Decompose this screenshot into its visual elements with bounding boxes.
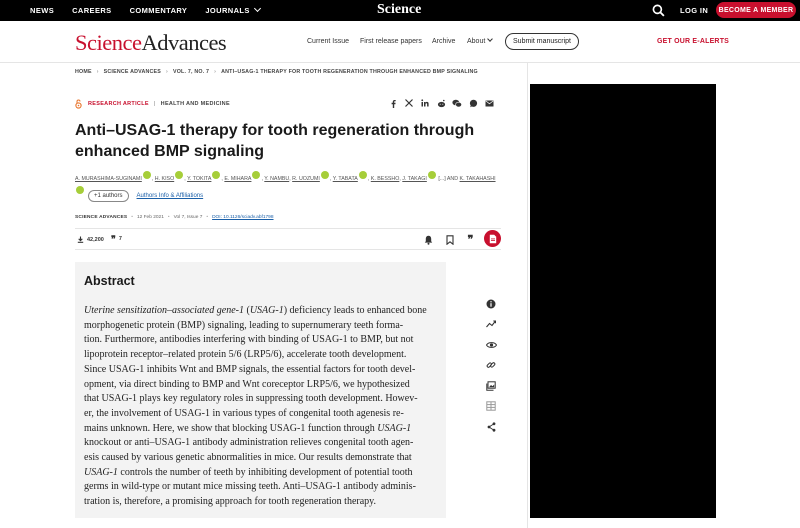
linkedin-icon[interactable] <box>420 98 430 108</box>
orcid-icon[interactable] <box>175 171 183 179</box>
search-icon[interactable] <box>652 4 665 17</box>
link-icon[interactable] <box>485 360 497 371</box>
media-icon[interactable] <box>485 380 497 391</box>
journal-name: SCIENCE ADVANCES <box>75 215 128 220</box>
publication-info <box>75 215 274 220</box>
author-link[interactable]: Y. NAMBU <box>264 176 290 182</box>
abstract-line: USAG-1 controls the number of teeth by inhibiting development of potential tooth <box>84 466 413 478</box>
author-link[interactable]: H. KISO <box>154 176 175 182</box>
column-divider <box>527 63 528 528</box>
nav-archive[interactable]: Archive <box>432 38 456 45</box>
cite-icon[interactable]: ❞ <box>467 233 474 246</box>
table-icon[interactable] <box>485 401 497 412</box>
authors-and: AND <box>446 176 459 182</box>
pdf-button[interactable] <box>484 230 501 247</box>
article-type: RESEARCH ARTICLE <box>88 101 149 107</box>
abstract-line: tration is, therefore, a promising approach for tooth regeneration therapy. <box>84 496 377 508</box>
author-link[interactable]: E. MIHARA <box>224 176 252 182</box>
orcid-icon[interactable] <box>252 171 260 179</box>
facebook-icon[interactable] <box>388 98 398 108</box>
nav-commentary[interactable]: COMMENTARY <box>129 6 188 15</box>
abstract-line: opment, via direct binding to BMP and Wnt coreceptor LRP5/6, we hypothesized <box>84 378 410 390</box>
orcid-icon[interactable] <box>212 171 220 179</box>
chevron-right-icon: › <box>214 69 217 75</box>
breadcrumb-home[interactable]: HOME <box>75 69 92 75</box>
bookmark-icon[interactable] <box>444 234 455 245</box>
orcid-icon[interactable] <box>321 171 329 179</box>
orcid-icon[interactable] <box>359 171 367 179</box>
nav-careers[interactable]: CAREERS <box>72 6 112 15</box>
orcid-icon[interactable] <box>76 186 84 194</box>
authors-ellipsis[interactable]: [...] <box>438 176 446 182</box>
abstract-line: that USAG-1 plays key regulatory roles in suppressing tooth development. Howev- <box>84 393 418 405</box>
abstract-line: knockout or anti–USAG-1 antibody administration relieves congenital tooth agen- <box>84 437 414 449</box>
top-nav <box>30 0 260 21</box>
journal-header <box>0 21 800 63</box>
share-bar <box>388 98 494 108</box>
abstract-line: germs in wild-type or mutant mice missing teeth. Anti–USAG-1 antibody adminis- <box>84 481 416 493</box>
quote-icon: ❞ <box>111 234 116 244</box>
orcid-icon[interactable] <box>428 171 436 179</box>
open-access-icon <box>75 99 82 109</box>
whatsapp-icon[interactable] <box>468 98 478 108</box>
chevron-down-icon <box>487 36 493 42</box>
nav-first-release[interactable]: First release papers <box>360 38 422 45</box>
abstract-line: morphogenetic protein (BMP) signaling, leading to supernumerary teeth forma- <box>84 319 404 331</box>
author-list: A. MURASHIMA-SUGINAMI , H. KISO , Y. TOKITA , E. MIHARA , Y. NAMBU, R. UOZUMI , Y. TABATA , K. BESSHO, J. TAKAGI [...] AND K. TAKAHASHI <box>75 171 505 201</box>
article-type-line <box>88 101 230 107</box>
science-logo[interactable]: Science <box>377 2 422 17</box>
nav-about[interactable] <box>467 38 492 45</box>
author-link[interactable]: R. UOZUMI <box>292 176 320 182</box>
separator: • <box>206 215 209 220</box>
author-link[interactable]: J. TAKAGI <box>402 176 427 182</box>
abstract-section <box>75 262 446 518</box>
submit-manuscript-button[interactable]: Submit manuscript <box>505 33 579 50</box>
downloads-count: 42,200 <box>87 236 104 243</box>
wechat-icon[interactable] <box>452 98 462 108</box>
more-authors-button[interactable]: +1 authors <box>88 190 129 202</box>
nav-news[interactable]: NEWS <box>30 6 55 15</box>
separator: | <box>153 101 156 107</box>
author-link[interactable]: Y. TOKITA <box>187 176 212 182</box>
share-icon[interactable] <box>485 421 497 432</box>
metrics-icon[interactable] <box>485 319 497 330</box>
advertisement-panel[interactable] <box>530 84 716 518</box>
reddit-icon[interactable] <box>436 98 446 108</box>
nav-about-label: About <box>467 38 486 45</box>
brand-part1: Science <box>75 30 142 55</box>
article-subject[interactable]: HEALTH AND MEDICINE <box>160 101 230 107</box>
doi-link[interactable]: DOI: 10.1126/sciadv.abf1798 <box>212 215 274 220</box>
login-link[interactable]: LOG IN <box>680 6 709 15</box>
authors-info-link[interactable]: Authors Info & Affiliations <box>136 193 204 199</box>
brand-part2: Advances <box>141 30 227 55</box>
chevron-down-icon <box>254 5 261 12</box>
abstract-line: er, the involvement of USAG-1 in various types of congenital tooth agenesis re- <box>84 407 404 419</box>
abstract-line: esis caused by various genetic abnormalities in mice. Our results demonstrate that <box>84 452 412 464</box>
eye-icon[interactable] <box>485 339 497 350</box>
info-icon[interactable] <box>485 298 497 309</box>
become-member-button[interactable]: BECOME A MEMBER <box>716 2 796 18</box>
e-alerts-link[interactable]: GET OUR E-ALERTS <box>657 38 730 45</box>
volume-issue[interactable]: Vol 7, Issue 7 <box>173 215 203 220</box>
nav-journals[interactable] <box>205 6 259 15</box>
citations-metric[interactable] <box>111 236 122 242</box>
abstract-line: mains unknown. Here, we show that blocking USAG-1 function through USAG-1 <box>84 422 412 434</box>
chevron-right-icon: › <box>166 69 168 75</box>
top-bar <box>0 0 800 21</box>
author-link[interactable]: Y. TABATA <box>332 176 358 182</box>
downloads-metric[interactable] <box>77 236 104 243</box>
download-icon <box>77 236 84 243</box>
abstract-text <box>84 304 440 510</box>
abstract-line: Since USAG-1 inhibits Wnt and BMP signals, the essential factors for tooth devel- <box>84 363 416 375</box>
email-icon[interactable] <box>484 98 494 108</box>
author-link[interactable]: K. TAKAHASHI <box>459 176 496 182</box>
author-link[interactable]: A. MURASHIMA-SUGINAMI <box>75 176 142 182</box>
separator: • <box>131 215 133 220</box>
pub-date: 12 Feb 2021 <box>136 215 164 220</box>
side-tools <box>484 298 498 432</box>
x-twitter-icon[interactable] <box>404 98 414 108</box>
breadcrumb-issue[interactable]: VOL. 7, NO. 7 <box>173 69 210 75</box>
breadcrumb-journal[interactable]: SCIENCE ADVANCES <box>103 69 162 75</box>
breadcrumb <box>75 69 478 75</box>
orcid-icon[interactable] <box>143 171 151 179</box>
breadcrumb-current: ANTI–USAG-1 THERAPY FOR TOOTH REGENERATION THROUGH ENHANCED BMP SIGNALING <box>221 69 478 75</box>
article-tools-row <box>75 228 501 250</box>
authors-info-row <box>88 190 203 202</box>
science-advances-logo[interactable] <box>75 30 226 56</box>
abstract-line: tion. Furthermore, antibodies interfering with binding of USAG-1 to BMP, but not <box>84 334 414 346</box>
separator: • <box>167 215 170 220</box>
nav-current-issue[interactable]: Current Issue <box>307 38 350 45</box>
abstract-line: Uterine sensitization–associated gene-1 (USAG-1) deficiency leads to enhanced bone <box>84 305 427 316</box>
chevron-right-icon: › <box>96 69 99 75</box>
author-link[interactable]: K. BESSHO <box>370 176 400 182</box>
bell-icon[interactable] <box>423 234 434 245</box>
article-title: Anti–USAG-1 therapy for tooth regeneration through enhanced BMP signaling <box>75 122 475 160</box>
abstract-line: lipoprotein receptor–related protein 5/6 (LRP5/6), accelerate tooth development. <box>84 349 407 361</box>
citations-count: 7 <box>118 236 122 242</box>
pdf-icon <box>489 234 497 244</box>
abstract-heading: Abstract <box>84 274 135 288</box>
nav-journals-label: JOURNALS <box>205 6 250 15</box>
